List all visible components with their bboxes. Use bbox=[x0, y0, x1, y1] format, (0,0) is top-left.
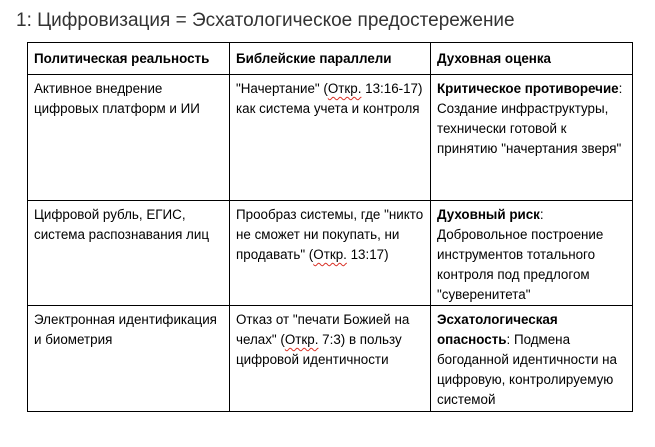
parallel-text: 7:3) в пользу цифровой идентичности bbox=[236, 332, 402, 367]
assessment-term: Эсхатологическая опасность bbox=[437, 312, 558, 347]
column-header-political-reality: Политическая реальность bbox=[28, 43, 230, 75]
assessment-text: : Создание инфраструктуры, технически готовой к принятию "начертания зверя" bbox=[437, 81, 623, 156]
scripture-reference: Откр. bbox=[284, 332, 319, 347]
assessment-cell bbox=[431, 201, 633, 306]
table-header-row bbox=[28, 43, 633, 75]
parallel-text: 13:16-17) как система учета и контроля bbox=[236, 81, 423, 116]
parallel-cell bbox=[230, 306, 431, 412]
scripture-reference: Откр. bbox=[327, 81, 362, 96]
reality-cell: Активное внедрение цифровых платформ и ИИ bbox=[28, 75, 230, 201]
parallel-text: "Начертание" ( bbox=[236, 81, 328, 96]
parallel-text: Прообраз системы, где "никто не сможет ни покупать, ни продавать" ( bbox=[236, 207, 424, 262]
assessment-cell bbox=[431, 75, 633, 201]
parallel-cell bbox=[230, 75, 431, 201]
table-row bbox=[28, 201, 633, 306]
parallel-text: 13:17) bbox=[346, 247, 389, 262]
reality-cell: Цифровой рубль, ЕГИС, система распознавания лиц bbox=[28, 201, 230, 306]
column-header-spiritual-assessment: Духовная оценка bbox=[431, 43, 633, 75]
page-title: 1: Цифровизация = Эсхатологическое предостережение bbox=[16, 10, 515, 31]
parallel-cell bbox=[230, 201, 431, 306]
scripture-reference: Откр. bbox=[313, 247, 347, 262]
table-row bbox=[28, 306, 633, 412]
assessment-term: Духовный риск bbox=[437, 207, 540, 222]
parallel-text: Отказ от "печати Божией на челах" ( bbox=[236, 312, 410, 347]
table-row bbox=[28, 75, 633, 201]
assessment-cell bbox=[431, 306, 633, 412]
comparison-table bbox=[27, 42, 633, 412]
assessment-term: Критическое противоречие bbox=[437, 81, 619, 96]
assessment-text: : Добровольное построение инструментов тотального контроля под предлогом "суверенитета" bbox=[437, 207, 604, 302]
reality-cell: Электронная идентификация и биометрия bbox=[28, 306, 230, 412]
column-header-biblical-parallels: Библейские параллели bbox=[230, 43, 431, 75]
assessment-text: : Подмена богоданной идентичности на цифровую, контролируемую системой bbox=[437, 332, 617, 407]
